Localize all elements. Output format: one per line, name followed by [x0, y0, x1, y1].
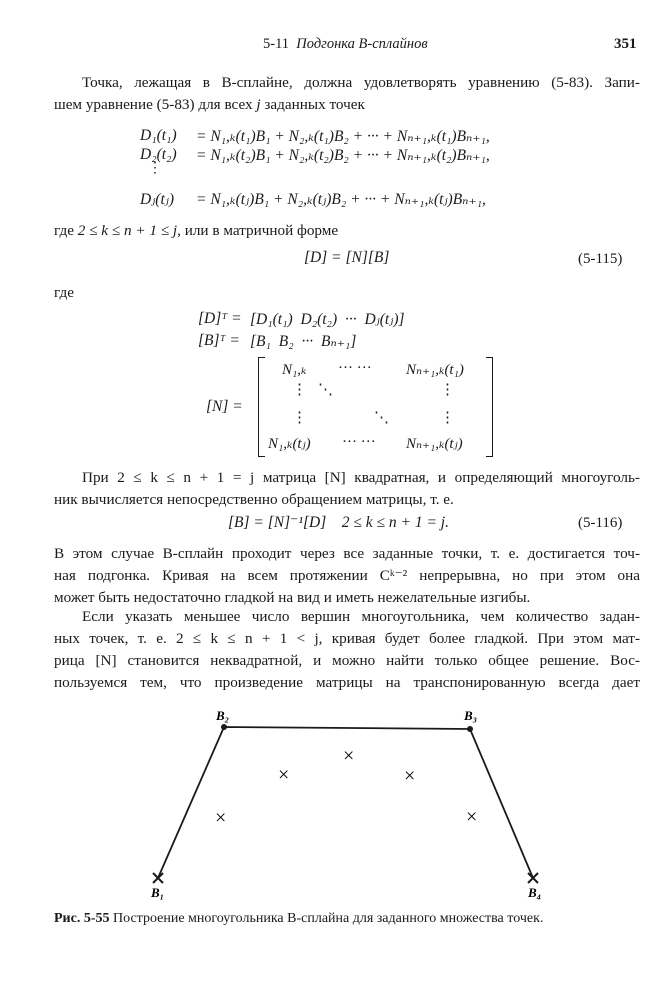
text-line: Если указать меньшее число вершин многоугольника, чем количество задан-: [82, 608, 640, 625]
matrix-cell: ⋮: [292, 382, 307, 398]
equation-5-116: [B] = [N]⁻¹[D] 2 ≤ k ≤ n + 1 = j.: [228, 514, 449, 531]
data-point: ×: [404, 765, 416, 787]
caption-label: Рис. 5-55: [54, 911, 110, 926]
vertex-b2-dot: [221, 724, 227, 730]
vertex-label-b1: B₁: [151, 885, 165, 900]
matrix-cell: N₁,ₖ: [282, 362, 307, 378]
matrix-cell: N₁,ₖ(tⱼ): [268, 436, 311, 452]
text-line: ных точек, т. е. 2 ≤ k ≤ n + 1 < j, кривая будет более гладкой. При этом мат-: [54, 630, 640, 647]
text-fragment: , или в матричной форме: [177, 222, 339, 239]
text-line: ник вычисляется непосредственно обращением матрицы, т. е.: [54, 491, 454, 508]
matrix-cell: ··· ···: [342, 434, 376, 450]
section-number: 5-11: [263, 36, 290, 52]
dt-lhs: [D]ᵀ =: [198, 310, 242, 327]
data-point: ×: [215, 807, 227, 829]
matrix-cell: ⋱: [374, 410, 389, 426]
matrix-cell: ⋮: [440, 382, 455, 398]
matrix-cell: ⋮: [440, 410, 455, 426]
text-fragment: заданных точек: [260, 96, 365, 113]
data-point: ×: [466, 806, 478, 828]
matrix-cell: Nₙ₊₁,ₖ(tⱼ): [406, 436, 463, 452]
matrix-cell: ··· ···: [338, 360, 372, 376]
equation-5-115: [D] = [N][B]: [304, 249, 390, 266]
system-row2-lhs: D₂(t₂): [140, 146, 177, 163]
math-var: j: [256, 96, 261, 113]
system-row1-lhs: D₁(t₁): [140, 127, 177, 144]
bt-rhs: [B₁ B₂ ··· Bₙ₊₁]: [250, 333, 357, 350]
system-row3-rhs: = N₁,ₖ(tⱼ)B₁ + N₂,ₖ(tⱼ)B₂ + ··· + Nₙ₊₁,ₖ(tⱼ)Bₙ₊₁,: [196, 191, 486, 208]
text-line: При 2 ≤ k ≤ n + 1 = j матрица [N] квадратная, и определяющий многоуголь-: [82, 469, 640, 486]
text-line: может быть недостаточно гладкой на вид и иметь нежелательные изгибы.: [54, 589, 531, 606]
matrix-cell: ⋮: [292, 410, 307, 426]
caption-text: Построение многоугольника B-сплайна для заданного множества точек.: [109, 911, 544, 926]
where-label: где: [54, 284, 74, 301]
dt-rhs: [D₁(t₁) D₂(t₂) ··· Dⱼ(tⱼ)]: [250, 311, 405, 328]
math-inline: 2 ≤ k ≤ n + 1 ≤ j: [77, 222, 178, 239]
vertex-b1-marker: [153, 873, 163, 883]
text-fragment: шем уравнение (5-83) для всех: [54, 96, 257, 113]
text-line: пользуемся тем, что произведение матрицы на транспонированную всегда дает: [54, 674, 640, 691]
vertex-label-b4: B₄: [528, 885, 542, 900]
system-row1-rhs: = N₁,ₖ(t₁)B₁ + N₂,ₖ(t₁)B₂ + ··· + Nₙ₊₁,ₖ(t₁)Bₙ₊₁,: [196, 128, 490, 145]
text-fragment: где: [54, 222, 78, 239]
matrix-cell: ⋱: [318, 382, 333, 398]
section-title: Подгонка B-сплайнов: [296, 36, 428, 52]
equation-number-5-115: (5-115): [578, 251, 623, 267]
vertex-label-b3: B₃: [464, 708, 478, 723]
page-number: 351: [614, 36, 637, 52]
text-line: В этом случае B-сплайн проходит через все заданные точки, т. е. достигается точ-: [54, 545, 640, 562]
vertex-b4-marker: [528, 873, 538, 883]
n-matrix-lhs: [N] =: [206, 398, 243, 415]
system-vdots: ⋮: [148, 161, 162, 176]
data-point: ×: [278, 764, 290, 786]
system-row2-rhs: = N₁,ₖ(t₂)B₁ + N₂,ₖ(t₂)B₂ + ··· + Nₙ₊₁,ₖ(t₂)Bₙ₊₁,: [196, 147, 490, 164]
bt-lhs: [B]ᵀ =: [198, 332, 240, 349]
matrix-cell: Nₙ₊₁,ₖ(t₁): [406, 362, 464, 378]
data-point: ×: [343, 745, 355, 767]
figure-caption: [54, 911, 543, 927]
vertex-label-b2: B₂: [216, 708, 230, 723]
text-line: рица [N] становится неквадратной, и можно найти только общее решение. Вос-: [54, 652, 640, 669]
equation-number-5-116: (5-116): [578, 515, 623, 531]
text-line: ная подгонка. Кривая на всем протяжении Cᵏ⁻² непрерывна, но при этом она: [54, 567, 640, 584]
text-line: Точка, лежащая в B-сплайне, должна удовлетворять уравнению (5-83). Запи-: [82, 74, 640, 91]
vertex-b3-dot: [467, 726, 473, 732]
system-row3-lhs: Dⱼ(tⱼ): [140, 191, 175, 208]
